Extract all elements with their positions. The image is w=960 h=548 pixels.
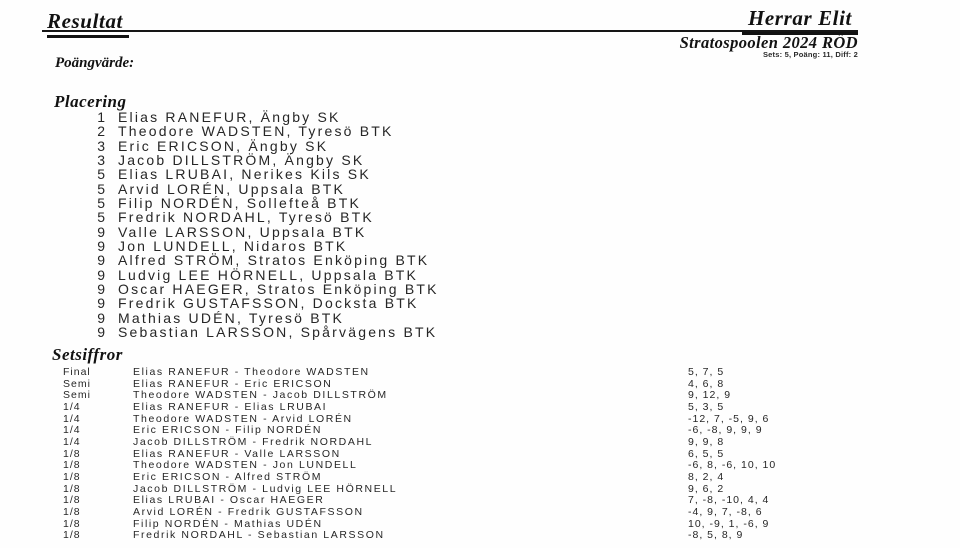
match-stage: 1/4 (63, 424, 81, 437)
match-set-scores: 5, 3, 5 (688, 400, 725, 413)
match-stage: 1/8 (63, 494, 81, 507)
placement-player: Mathias UDÉN, Tyresö BTK (118, 309, 345, 326)
match-stage: 1/8 (63, 470, 81, 483)
match-players: Theodore WADSTEN - Arvid LORÉN (133, 412, 353, 425)
setsiffror-heading: Setsiffror (52, 345, 123, 364)
match-set-scores: 9, 12, 9 (688, 389, 732, 402)
placement-player: Fredrik GUSTAFSSON, Docksta BTK (118, 295, 419, 312)
match-stage: Final (63, 366, 91, 378)
points-value-label: Poängvärde: (55, 55, 135, 71)
match-set-scores: -6, -8, 9, 9, 9 (688, 424, 763, 437)
placement-rank: 9 (97, 309, 105, 326)
placement-row (88, 196, 439, 210)
placement-player: Valle LARSSON, Uppsala BTK (118, 223, 367, 240)
match-set-scores: 9, 9, 8 (688, 435, 725, 448)
match-players: Arvid LORÉN - Fredrik GUSTAFSSON (133, 505, 364, 518)
match-players: Elias RANEFUR - Theodore WADSTEN (133, 366, 370, 378)
placement-player: Oscar HAEGER, Stratos Enköping BTK (118, 281, 439, 298)
match-set-scores: 5, 7, 5 (688, 366, 725, 378)
placement-rank: 9 (97, 324, 105, 341)
placement-row (88, 167, 439, 181)
match-players: Elias RANEFUR - Valle LARSSON (133, 447, 341, 460)
placement-row (88, 225, 439, 239)
placement-rank: 9 (97, 223, 105, 240)
placement-rank: 5 (97, 166, 105, 183)
match-players: Elias RANEFUR - Elias LRUBAI (133, 400, 328, 413)
placement-rank: 2 (97, 123, 105, 140)
match-players: Jacob DILLSTRÖM - Fredrik NORDAHL (133, 435, 374, 448)
match-players: Eric ERICSON - Alfred STRÖM (133, 470, 323, 483)
placement-player: Elias RANEFUR, Ängby SK (118, 109, 341, 125)
placement-rank: 9 (97, 295, 105, 312)
match-stage: 1/4 (63, 435, 81, 448)
placement-rank: 5 (97, 180, 105, 197)
placement-player: Elias LRUBAI, Nerikes Kils SK (118, 166, 371, 183)
placement-player: Filip NORDÉN, Sollefteå BTK (118, 195, 362, 212)
match-players: Theodore WADSTEN - Jacob DILLSTRÖM (133, 389, 388, 402)
placement-player: Alfred STRÖM, Stratos Enköping BTK (118, 252, 430, 269)
match-set-scores: 9, 6, 2 (688, 482, 725, 495)
match-set-scores: 6, 5, 5 (688, 447, 725, 460)
placement-row (88, 311, 439, 325)
match-players: Filip NORDÉN - Mathias UDÉN (133, 517, 323, 530)
placement-player: Ludvig LEE HÖRNELL, Uppsala BTK (118, 266, 419, 283)
match-stage: 1/8 (63, 459, 81, 472)
placement-row (88, 253, 439, 267)
placement-rank: 5 (97, 209, 105, 226)
placement-rank: 9 (97, 252, 105, 269)
match-set-scores: 10, -9, 1, -6, 9 (688, 517, 770, 530)
setsiffror-list (63, 367, 776, 542)
placement-rank: 9 (97, 238, 105, 255)
placement-row (88, 182, 439, 196)
placement-player: Fredrik NORDAHL, Tyresö BTK (118, 209, 374, 226)
match-stage: Semi (63, 389, 91, 402)
match-stage: Semi (63, 377, 91, 390)
match-players: Fredrik NORDAHL - Sebastian LARSSON (133, 529, 385, 542)
placement-rank: 3 (97, 152, 105, 169)
match-stage: 1/8 (63, 517, 81, 530)
page-title: Resultat (47, 9, 129, 38)
match-stage: 1/4 (63, 412, 81, 425)
placement-row (88, 139, 439, 153)
set-score-row (63, 402, 776, 414)
match-set-scores: 4, 6, 8 (688, 377, 725, 390)
match-rules: Sets: 5, Poäng: 11, Diff: 2 (762, 50, 858, 59)
header-rule (42, 30, 858, 32)
placering-list (88, 110, 439, 340)
set-score-row (63, 472, 776, 484)
placement-player: Jon LUNDELL, Nidaros BTK (118, 238, 348, 255)
match-players: Theodore WADSTEN - Jon LUNDELL (133, 459, 358, 472)
set-score-row (63, 530, 776, 542)
placement-row (88, 153, 439, 167)
match-set-scores: 7, -8, -10, 4, 4 (688, 494, 770, 507)
placement-rank: 9 (97, 281, 105, 298)
class-title: Herrar Elit (742, 6, 858, 35)
match-set-scores: -6, 8, -6, 10, 10 (688, 459, 777, 472)
set-score-row (63, 367, 776, 379)
placement-player: Sebastian LARSSON, Spårvägens BTK (118, 324, 438, 341)
placement-player: Arvid LORÉN, Uppsala BTK (118, 180, 346, 197)
match-set-scores: -4, 9, 7, -8, 6 (688, 505, 763, 518)
event-title: Stratospoolen 2024 RÖD (679, 33, 858, 52)
match-set-scores: -8, 5, 8, 9 (688, 529, 744, 542)
match-stage: 1/8 (63, 529, 81, 542)
match-stage: 1/8 (63, 482, 81, 495)
placement-row (88, 325, 439, 339)
match-players: Elias RANEFUR - Eric ERICSON (133, 377, 333, 390)
match-stage: 1/4 (63, 400, 81, 413)
match-players: Eric ERICSON - Filip NORDÉN (133, 424, 323, 437)
set-score-row (63, 437, 776, 449)
placement-row (88, 210, 439, 224)
match-stage: 1/8 (63, 505, 81, 518)
match-players: Jacob DILLSTRÖM - Ludvig LEE HÖRNELL (133, 482, 398, 495)
match-stage: 1/8 (63, 447, 81, 460)
placement-player: Theodore WADSTEN, Tyresö BTK (118, 123, 394, 140)
set-score-row (63, 507, 776, 519)
match-set-scores: 8, 2, 4 (688, 470, 725, 483)
placement-rank: 1 (97, 109, 105, 125)
placement-row (88, 296, 439, 310)
placement-row (88, 282, 439, 296)
placering-heading: Placering (54, 92, 127, 111)
placement-player: Jacob DILLSTRÖM, Ängby SK (118, 152, 365, 169)
placement-row (88, 110, 439, 124)
match-set-scores: -12, 7, -5, 9, 6 (688, 412, 770, 425)
match-players: Elias LRUBAI - Oscar HAEGER (133, 494, 325, 507)
placement-rank: 9 (97, 266, 105, 283)
placement-rank: 5 (97, 195, 105, 212)
placement-row (88, 124, 439, 138)
placement-rank: 3 (97, 137, 105, 154)
placement-row (88, 268, 439, 282)
placement-player: Eric ERICSON, Ängby SK (118, 137, 329, 154)
